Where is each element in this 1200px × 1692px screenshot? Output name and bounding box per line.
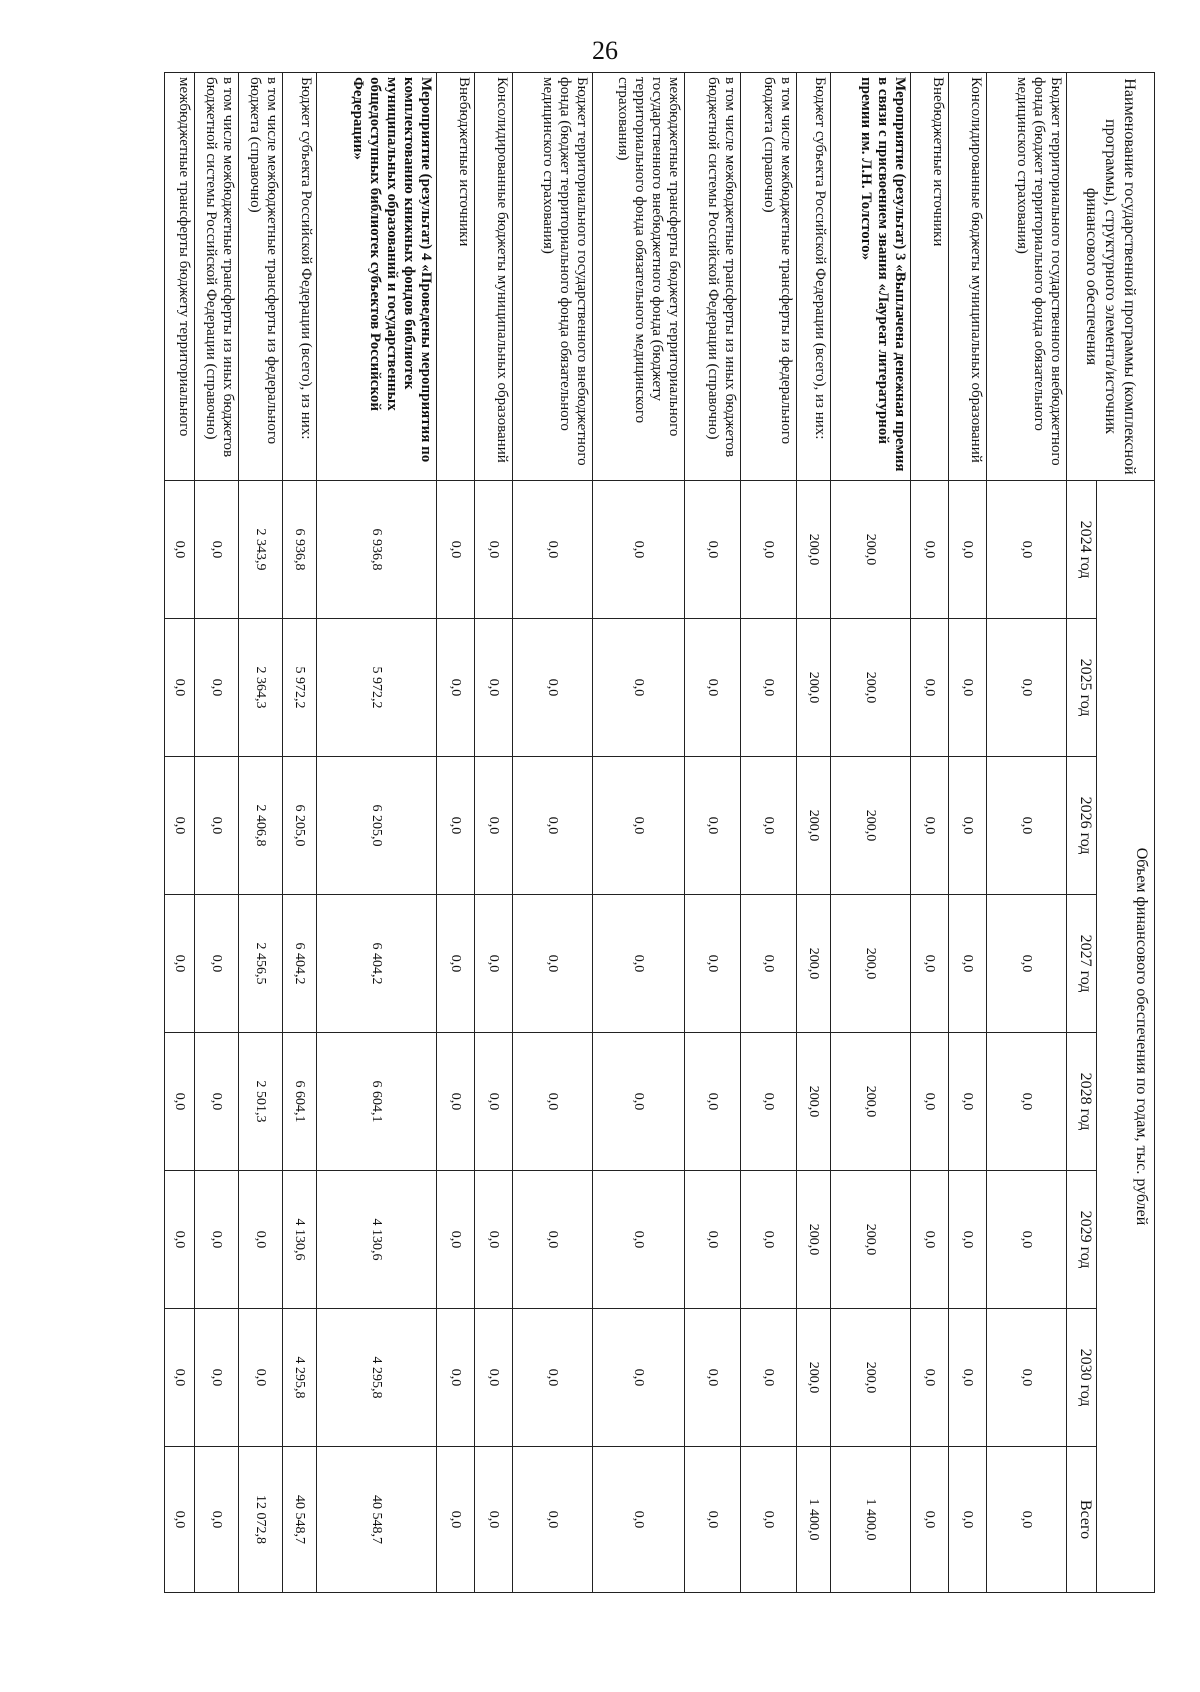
value-cell: 0,0 bbox=[593, 481, 685, 619]
value-cell: 0,0 bbox=[437, 895, 475, 1033]
value-cell: 0,0 bbox=[475, 1033, 513, 1171]
value-cell: 0,0 bbox=[437, 1033, 475, 1171]
value-cell: 0,0 bbox=[195, 895, 239, 1033]
total-cell: 1 400,0 bbox=[831, 1447, 911, 1593]
value-cell: 0,0 bbox=[513, 1171, 593, 1309]
value-cell: 200,0 bbox=[831, 1171, 911, 1309]
value-cell: 0,0 bbox=[195, 1309, 239, 1447]
year-column-header: 2024 год bbox=[1067, 481, 1097, 619]
value-cell: 0,0 bbox=[239, 1171, 283, 1309]
value-cell: 0,0 bbox=[741, 481, 797, 619]
value-cell: 0,0 bbox=[475, 1171, 513, 1309]
value-cell: 2 364,3 bbox=[239, 619, 283, 757]
row-label: Мероприятие (результат) 3 «Выплачена денежная премия в связи с присвоением звания «Лауреат литературной премии им. Л.Н. Толстого» bbox=[831, 73, 911, 481]
total-cell: 0,0 bbox=[987, 1447, 1067, 1593]
value-cell: 6 404,2 bbox=[317, 895, 437, 1033]
value-cell: 0,0 bbox=[593, 1033, 685, 1171]
value-cell: 0,0 bbox=[195, 757, 239, 895]
row-label: Бюджет субъекта Российской Федерации (всего), из них: bbox=[797, 73, 831, 481]
value-cell: 0,0 bbox=[475, 895, 513, 1033]
row-label: межбюджетные трансферты бюджету территориального государственного внебюджетного фонда (бюджету территориального фонда обязательного медицинского страхования) bbox=[593, 73, 685, 481]
table-row bbox=[987, 73, 1067, 1593]
value-cell: 200,0 bbox=[831, 1033, 911, 1171]
value-cell: 0,0 bbox=[437, 1309, 475, 1447]
value-cell: 0,0 bbox=[593, 757, 685, 895]
table-row bbox=[239, 73, 283, 1593]
value-cell: 0,0 bbox=[741, 1171, 797, 1309]
table-row bbox=[593, 73, 685, 1593]
year-column-header: 2027 год bbox=[1067, 895, 1097, 1033]
row-label: в том числе межбюджетные трансферты из федерального бюджета (справочно) bbox=[741, 73, 797, 481]
year-column-header: 2028 год bbox=[1067, 1033, 1097, 1171]
total-cell: 1 400,0 bbox=[797, 1447, 831, 1593]
year-column-header: 2030 год bbox=[1067, 1309, 1097, 1447]
value-cell: 200,0 bbox=[797, 1171, 831, 1309]
value-cell: 0,0 bbox=[165, 1033, 195, 1171]
row-label: Внебюджетные источники bbox=[911, 73, 949, 481]
value-cell: 5 972,2 bbox=[317, 619, 437, 757]
value-cell: 0,0 bbox=[437, 481, 475, 619]
value-cell: 4 130,6 bbox=[317, 1171, 437, 1309]
value-cell: 0,0 bbox=[949, 1309, 987, 1447]
value-cell: 4 295,8 bbox=[283, 1309, 317, 1447]
value-cell: 0,0 bbox=[685, 481, 741, 619]
value-cell: 0,0 bbox=[911, 1309, 949, 1447]
total-cell: 40 548,7 bbox=[317, 1447, 437, 1593]
value-cell: 0,0 bbox=[437, 1171, 475, 1309]
row-label: межбюджетные трансферты бюджету территориального bbox=[165, 73, 195, 481]
value-cell: 200,0 bbox=[831, 481, 911, 619]
table-row bbox=[475, 73, 513, 1593]
value-cell: 0,0 bbox=[741, 619, 797, 757]
value-cell: 0,0 bbox=[165, 619, 195, 757]
table-row bbox=[513, 73, 593, 1593]
value-cell: 0,0 bbox=[475, 757, 513, 895]
value-cell: 0,0 bbox=[741, 1309, 797, 1447]
page-number: 26 bbox=[592, 36, 618, 65]
value-cell: 200,0 bbox=[797, 481, 831, 619]
value-cell: 0,0 bbox=[475, 1309, 513, 1447]
value-cell: 0,0 bbox=[949, 1171, 987, 1309]
total-cell: 0,0 bbox=[949, 1447, 987, 1593]
table-row bbox=[283, 73, 317, 1593]
value-cell: 200,0 bbox=[831, 895, 911, 1033]
value-cell: 0,0 bbox=[911, 1171, 949, 1309]
value-cell: 0,0 bbox=[165, 1309, 195, 1447]
total-cell: 0,0 bbox=[911, 1447, 949, 1593]
total-cell: 0,0 bbox=[475, 1447, 513, 1593]
value-cell: 0,0 bbox=[949, 895, 987, 1033]
value-cell: 6 936,8 bbox=[283, 481, 317, 619]
table-row bbox=[685, 73, 741, 1593]
row-label: Внебюджетные источники bbox=[437, 73, 475, 481]
value-cell: 0,0 bbox=[949, 1033, 987, 1171]
value-cell: 0,0 bbox=[195, 481, 239, 619]
value-cell: 0,0 bbox=[741, 895, 797, 1033]
value-cell: 0,0 bbox=[513, 757, 593, 895]
value-cell: 200,0 bbox=[831, 1309, 911, 1447]
measure-row bbox=[831, 73, 911, 1593]
total-cell: 0,0 bbox=[685, 1447, 741, 1593]
year-column-header: 2029 год bbox=[1067, 1171, 1097, 1309]
value-cell: 2 501,3 bbox=[239, 1033, 283, 1171]
total-cell: 0,0 bbox=[437, 1447, 475, 1593]
value-cell: 200,0 bbox=[831, 619, 911, 757]
value-cell: 0,0 bbox=[195, 1171, 239, 1309]
value-cell: 0,0 bbox=[987, 619, 1067, 757]
value-cell: 0,0 bbox=[949, 481, 987, 619]
value-cell: 0,0 bbox=[195, 619, 239, 757]
value-cell: 0,0 bbox=[987, 757, 1067, 895]
value-cell: 0,0 bbox=[685, 619, 741, 757]
year-column-header: 2025 год bbox=[1067, 619, 1097, 757]
total-cell: 0,0 bbox=[165, 1447, 195, 1593]
value-cell: 0,0 bbox=[513, 1309, 593, 1447]
table-row bbox=[165, 73, 195, 1593]
value-cell: 0,0 bbox=[685, 757, 741, 895]
value-cell: 0,0 bbox=[475, 481, 513, 619]
value-cell: 0,0 bbox=[165, 481, 195, 619]
value-cell: 0,0 bbox=[593, 1171, 685, 1309]
value-cell: 0,0 bbox=[239, 1309, 283, 1447]
value-cell: 6 205,0 bbox=[317, 757, 437, 895]
table-row bbox=[949, 73, 987, 1593]
total-cell: 40 548,7 bbox=[283, 1447, 317, 1593]
value-cell: 2 406,8 bbox=[239, 757, 283, 895]
table-row bbox=[437, 73, 475, 1593]
value-cell: 2 456,5 bbox=[239, 895, 283, 1033]
total-cell: 12 072,8 bbox=[239, 1447, 283, 1593]
value-cell: 6 604,1 bbox=[317, 1033, 437, 1171]
table-row bbox=[911, 73, 949, 1593]
value-cell: 4 295,8 bbox=[317, 1309, 437, 1447]
year-column-header: 2026 год bbox=[1067, 757, 1097, 895]
value-cell: 0,0 bbox=[911, 895, 949, 1033]
value-cell: 5 972,2 bbox=[283, 619, 317, 757]
row-label: в том числе межбюджетные трансферты из иных бюджетов бюджетной системы Российской Федерации (справочно) bbox=[685, 73, 741, 481]
measure-row bbox=[317, 73, 437, 1593]
value-cell: 0,0 bbox=[513, 619, 593, 757]
value-cell: 0,0 bbox=[949, 619, 987, 757]
value-cell: 0,0 bbox=[513, 481, 593, 619]
value-cell: 6 205,0 bbox=[283, 757, 317, 895]
value-cell: 200,0 bbox=[831, 757, 911, 895]
value-cell: 0,0 bbox=[513, 1033, 593, 1171]
value-cell: 0,0 bbox=[741, 757, 797, 895]
value-cell: 0,0 bbox=[911, 757, 949, 895]
row-label: Консолидированные бюджеты муниципальных образований bbox=[949, 73, 987, 481]
value-cell: 0,0 bbox=[987, 481, 1067, 619]
value-cell: 0,0 bbox=[513, 895, 593, 1033]
row-label: Бюджет субъекта Российской Федерации (всего), из них: bbox=[283, 73, 317, 481]
value-cell: 2 343,9 bbox=[239, 481, 283, 619]
value-cell: 0,0 bbox=[437, 757, 475, 895]
table-row bbox=[741, 73, 797, 1593]
value-cell: 0,0 bbox=[987, 1033, 1067, 1171]
value-cell: 0,0 bbox=[987, 895, 1067, 1033]
value-cell: 0,0 bbox=[437, 619, 475, 757]
value-cell: 0,0 bbox=[195, 1033, 239, 1171]
value-cell: 0,0 bbox=[685, 895, 741, 1033]
value-cell: 0,0 bbox=[911, 619, 949, 757]
financing-volume-header: Объем финансового обеспечения по годам, тыс. рублей bbox=[1097, 481, 1155, 1593]
value-cell: 0,0 bbox=[949, 757, 987, 895]
row-label: Консолидированные бюджеты муниципальных образований bbox=[475, 73, 513, 481]
financing-table bbox=[164, 72, 1155, 1593]
value-cell: 200,0 bbox=[797, 895, 831, 1033]
value-cell: 200,0 bbox=[797, 757, 831, 895]
value-cell: 200,0 bbox=[797, 1033, 831, 1171]
value-cell: 0,0 bbox=[685, 1033, 741, 1171]
value-cell: 0,0 bbox=[475, 619, 513, 757]
rotated-table-container bbox=[172, 72, 1155, 1592]
value-cell: 0,0 bbox=[165, 895, 195, 1033]
table-row bbox=[195, 73, 239, 1593]
value-cell: 0,0 bbox=[685, 1309, 741, 1447]
value-cell: 200,0 bbox=[797, 1309, 831, 1447]
table-row bbox=[797, 73, 831, 1593]
name-column-header: Наименование государственной программы (комплексной программы), структурного элемента/источник финансового обеспечения bbox=[1067, 73, 1155, 481]
value-cell: 0,0 bbox=[911, 481, 949, 619]
value-cell: 0,0 bbox=[165, 1171, 195, 1309]
value-cell: 6 604,1 bbox=[283, 1033, 317, 1171]
value-cell: 6 936,8 bbox=[317, 481, 437, 619]
value-cell: 0,0 bbox=[911, 1033, 949, 1171]
year-column-header: Всего bbox=[1067, 1447, 1097, 1593]
value-cell: 0,0 bbox=[685, 1171, 741, 1309]
value-cell: 0,0 bbox=[741, 1033, 797, 1171]
total-cell: 0,0 bbox=[195, 1447, 239, 1593]
value-cell: 0,0 bbox=[593, 895, 685, 1033]
value-cell: 0,0 bbox=[593, 1309, 685, 1447]
value-cell: 0,0 bbox=[987, 1309, 1067, 1447]
row-label: Мероприятие (результат) 4 «Проведены мероприятия по комплектованию книжных фондов библиотек муниципальных образований и государственных общедоступных библиотек субъектов Российской Федерации» bbox=[317, 73, 437, 481]
value-cell: 0,0 bbox=[593, 619, 685, 757]
row-label: в том числе межбюджетные трансферты из иных бюджетов бюджетной системы Российской Федерации (справочно) bbox=[195, 73, 239, 481]
row-label: Бюджет территориального государственного внебюджетного фонда (бюджет территориального фонда обязательного медицинского страхования) bbox=[513, 73, 593, 481]
total-cell: 0,0 bbox=[593, 1447, 685, 1593]
total-cell: 0,0 bbox=[513, 1447, 593, 1593]
total-cell: 0,0 bbox=[741, 1447, 797, 1593]
value-cell: 6 404,2 bbox=[283, 895, 317, 1033]
value-cell: 4 130,6 bbox=[283, 1171, 317, 1309]
row-label: Бюджет территориального государственного внебюджетного фонда (бюджет территориального фонда обязательного медицинского страхования) bbox=[987, 73, 1067, 481]
value-cell: 200,0 bbox=[797, 619, 831, 757]
value-cell: 0,0 bbox=[987, 1171, 1067, 1309]
value-cell: 0,0 bbox=[165, 757, 195, 895]
row-label: в том числе межбюджетные трансферты из федерального бюджета (справочно) bbox=[239, 73, 283, 481]
